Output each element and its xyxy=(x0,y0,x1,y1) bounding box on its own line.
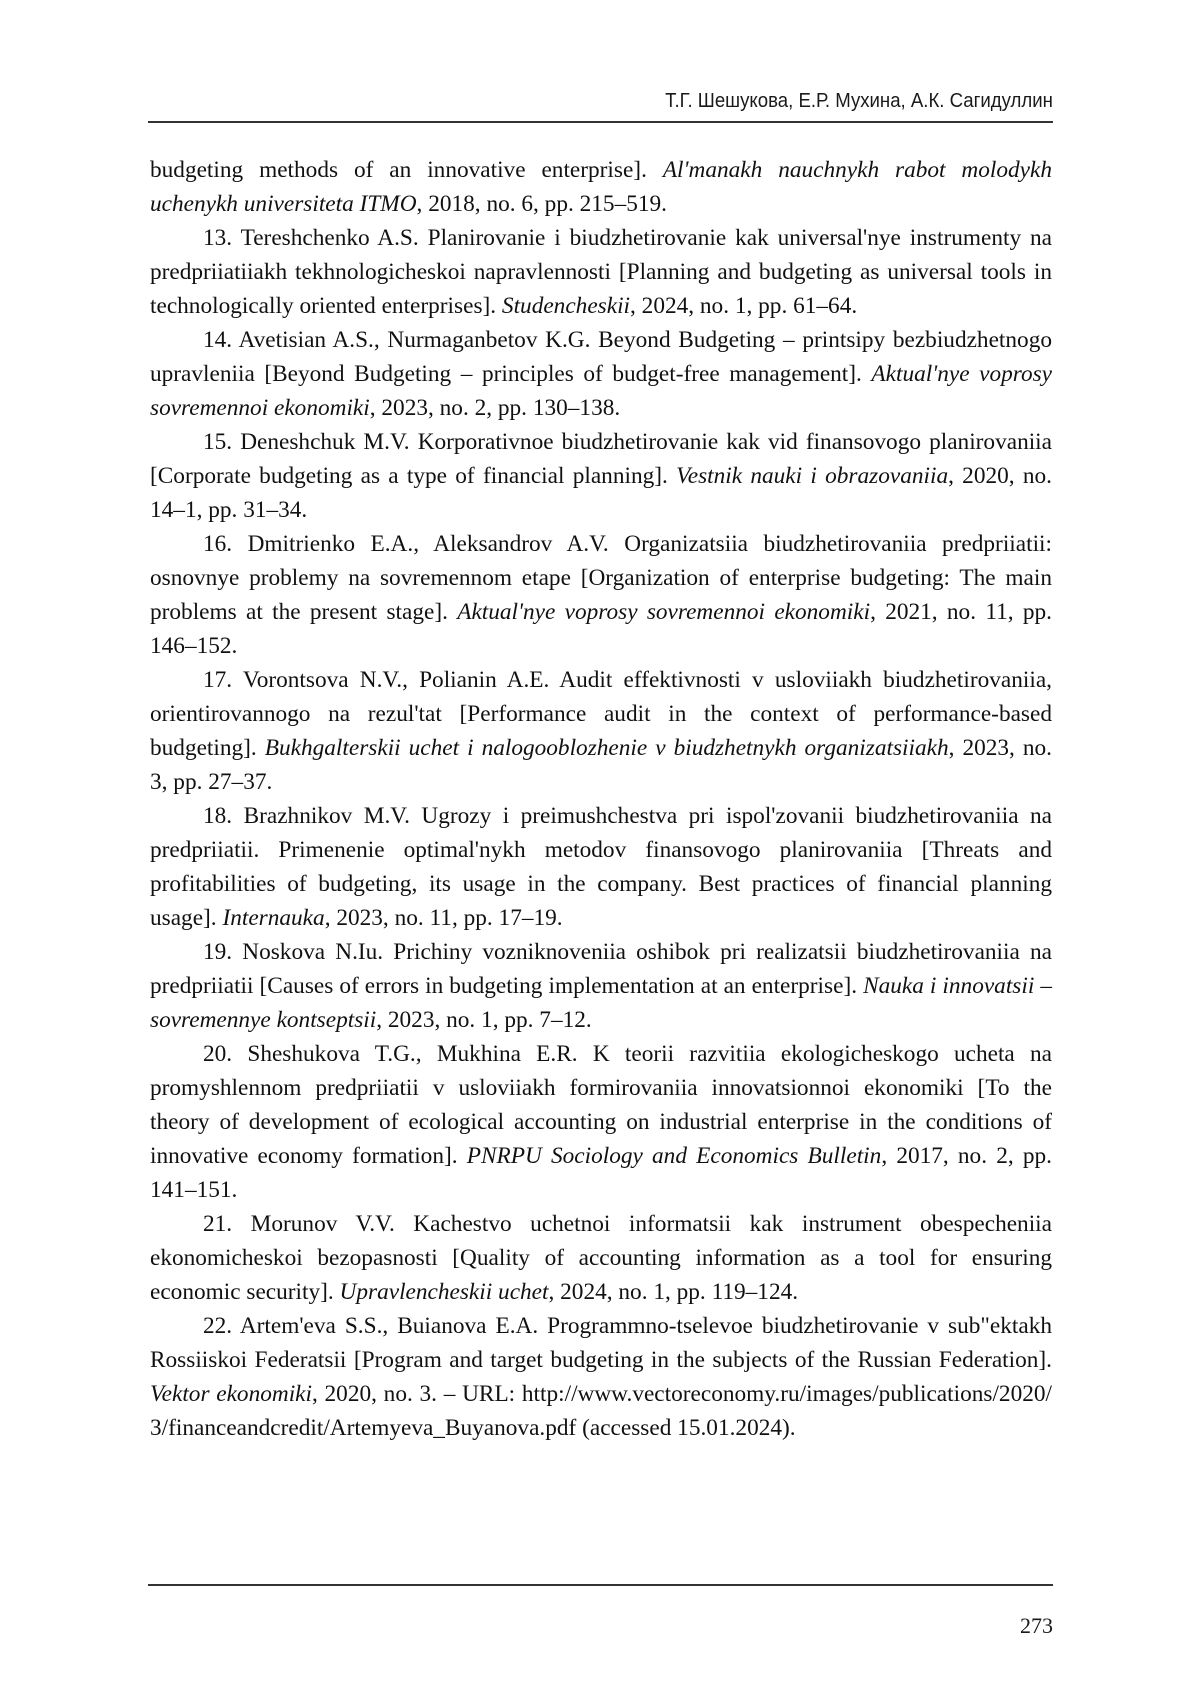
reference-journal: Aktual'nye voprosy sovremennoi ekonomiki xyxy=(150,361,1052,421)
reference-text: budgeting methods of an innovative enterprise]. xyxy=(150,157,663,183)
reference-text: 15. Deneshchuk M.V. Korporativnoe biudzhetirovanie kak vid finansovogo planirovaniia [Corporate budgeting as a type of financial planning]. xyxy=(150,429,1052,489)
reference-tail: , 2020, no. 3. – URL: http://www.vectoreconomy.ru/images/publications/2020/3/financeandcredit/Artemyeva_Buyanova.pdf (accessed 15.01.2024). xyxy=(150,1381,1052,1441)
reference-journal: Al'manakh nauchnykh rabot molodykh uchenykh universiteta ITMO xyxy=(150,157,1053,217)
reference-15 xyxy=(150,425,1052,527)
reference-list xyxy=(150,153,1052,1445)
reference-19 xyxy=(150,935,1052,1037)
reference-journal: PNRPU Sociology and Economics Bulletin xyxy=(466,1143,882,1169)
running-header: Т.Г. Шешукова, Е.Р. Мухина, А.К. Сагидуллин xyxy=(665,90,1053,112)
reference-journal: Vestnik nauki i obrazovaniia xyxy=(676,463,949,489)
footer-rule xyxy=(148,1584,1053,1586)
reference-text: 22. Artem'eva S.S., Buianova E.A. Programmno-tselevoe biudzhetirovanie v sub"ektakh Rossiiskoi Federatsii [Program and target budgeting in the subjects of the Russian Federation]. xyxy=(150,1313,1052,1373)
reference-text: 14. Avetisian A.S., Nurmaganbetov K.G. Beyond Budgeting – printsipy bezbiudzhetnogo upravleniia [Beyond Budgeting – principles of budget-free management]. xyxy=(150,327,1052,387)
reference-tail: , 2021, no. 11, pp. 146–152. xyxy=(150,599,1053,659)
reference-journal: Vektor ekonomiki xyxy=(150,1381,312,1407)
reference-journal: Nauka i innovatsii – sovremennye kontseptsii xyxy=(150,973,1052,1033)
reference-text: 13. Tereshchenko A.S. Planirovanie i biudzhetirovanie kak universal'nye instrumenty na predpriiatiiakh tekhnologicheskoi napravlennosti [Planning and budgeting as universal tools in technologically oriented enterprises]. xyxy=(150,225,1052,319)
reference-tail: , 2020, no. 14–1, pp. 31–34. xyxy=(150,463,1052,523)
reference-journal: Internauka xyxy=(222,905,325,931)
reference-tail: , 2024, no. 1, pp. 61–64. xyxy=(630,293,858,319)
reference-tail: , 2017, no. 2, pp. 141–151. xyxy=(150,1143,1052,1203)
reference-tail: , 2023, no. 1, pp. 7–12. xyxy=(376,1007,592,1033)
reference-tail: , 2023, no. 11, pp. 17–19. xyxy=(324,905,563,931)
reference-text: 20. Sheshukova T.G., Mukhina E.R. K teorii razvitiia ekologicheskogo ucheta na promyshlennom predpriiatii v usloviiakh formirovaniia innovatsionnoi ekonomiki [To the theory of development of ecological accounting on industrial enterprise in the conditions of innovative economy formation]. xyxy=(150,1041,1052,1169)
reference-tail: , 2023, no. 2, pp. 130–138. xyxy=(369,395,621,421)
reference-text: 18. Brazhnikov M.V. Ugrozy i preimushchestva pri ispol'zovanii biudzhetirovaniia na predpriiatii. Primenenie optimal'nykh metodov finansovogo planirovaniia [Threats and profitabilities of budgeting, its usage in the company. Best practices of financial planning usage]. xyxy=(150,803,1052,931)
reference-22 xyxy=(150,1309,1052,1445)
reference-20 xyxy=(150,1037,1052,1207)
reference-journal: Upravlencheskii uchet xyxy=(339,1279,549,1305)
reference-text: 16. Dmitrienko E.A., Aleksandrov A.V. Organizatsiia biudzhetirovaniia predpriiatii: osnovnye problemy na sovremennom etape [Organization of enterprise budgeting: The main problems at the present stage]. xyxy=(150,531,1052,625)
reference-17 xyxy=(150,663,1052,799)
reference-text: 19. Noskova N.Iu. Prichiny vozniknoveniia oshibok pri realizatsii biudzhetirovaniia na predpriiatii [Causes of errors in budgeting implementation at an enterprise]. xyxy=(150,939,1052,999)
reference-journal: Bukhgalterskii uchet i nalogooblozhenie v biudzhetnykh organizatsiiakh xyxy=(264,735,949,761)
reference-18 xyxy=(150,799,1052,935)
reference-tail: , 2018, no. 6, pp. 215–519. xyxy=(416,191,667,217)
reference-21 xyxy=(150,1207,1052,1309)
reference-continuation xyxy=(150,153,1052,221)
reference-text: 17. Vorontsova N.V., Polianin A.E. Audit effektivnosti v usloviiakh biudzhetirovaniia, orientirovannogo na rezul'tat [Performance audit in the context of performance-based budgeting]. xyxy=(150,667,1052,761)
page-number: 273 xyxy=(1020,1613,1053,1638)
reference-journal: Aktual'nye voprosy sovremennoi ekonomiki xyxy=(457,599,871,625)
reference-text: 21. Morunov V.V. Kachestvo uchetnoi informatsii kak instrument obespecheniia ekonomicheskoi bezopasnosti [Quality of accounting information as a tool for ensuring economic security]. xyxy=(150,1211,1052,1305)
reference-journal: Studencheskii xyxy=(501,293,631,319)
reference-14 xyxy=(150,323,1052,425)
reference-tail: , 2024, no. 1, pp. 119–124. xyxy=(548,1279,799,1305)
reference-tail: , 2023, no. 3, pp. 27–37. xyxy=(150,735,1052,795)
reference-16 xyxy=(150,527,1052,663)
reference-13 xyxy=(150,221,1052,323)
header-rule xyxy=(148,121,1053,123)
